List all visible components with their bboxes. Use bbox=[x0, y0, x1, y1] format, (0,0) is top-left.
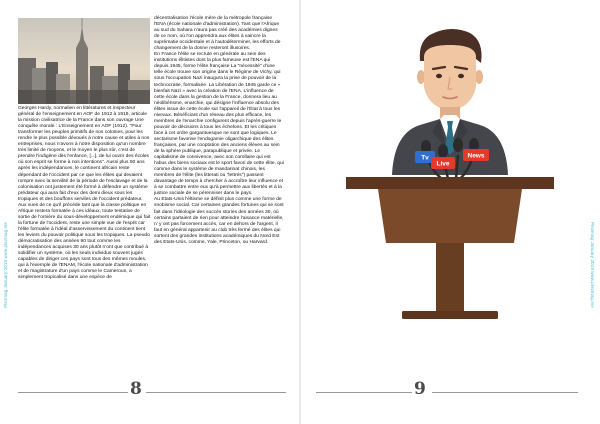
podium-base bbox=[402, 311, 498, 319]
right-article-column bbox=[154, 16, 284, 246]
side-caption-right: Plezmag January 2019 www.plezmag.me bbox=[590, 222, 595, 308]
speaker-at-podium-illustration bbox=[300, 15, 600, 355]
article-paragraph-1: décentralisation l'école mère de la métropole française l'ENA (école nationale d'administration). Tant que l'Afrique au sud du Sahara n'aura pas créé des académies dignes de ce nom, où l'on apprendra aux élites à vaincre la suprématie occidentale et à l'autodéterminer, les efforts de changement de la donne resteront illusoires. bbox=[154, 16, 281, 52]
left-article-text: Georges Hardy, normalien en littératures et inspecteur général de l'enseignement en AOF de 1912 à 1919, articule la mission civilisatrice de la France dans son ouvrage Une conquête morale : L'Enseignement en AOF (1912). "Pour transformer les peuples primitifs de nos colonies, pour les rendre le plus possible dévoués à notre cause et utiles à nos entreprises, nous n'avons à notre disposition qu'un nombre très limité de moyens, et le moyen le plus sûr, c'est de prendre l'indigène dès l'enfance, [...], de lui ouvrir des écoles où son esprit se forme à nos intentions". Aussi plus 50 ans après les indépendances, le continent africain reste dépendant de l'occident par ce que les élites qui devaient rompre avec la servilité de la période de l'esclavage et de la colonisation ont justement été formé à défendre un système prédateur qui aura fait d'eux des demi dieux sous les tropiques et des bouffons serviles de l'occident prédateur. Aux vues de ce qu'il précède tant que la classe politique en Afrique restera formatée à ces idéaux, toute tentative de sortie de l'ornière du sous-développement endémique qui fait la fortune de l'occident, reste une simple vue de l'esprit car l'élite formatée à l'idéal d'asservissement du continent tient les leviers du pouvoir politique sous les tropiques. La pseudo démocratisation des années 90 tout comme les indépendances acquises 30 ans plutôt n'ont que contribué à solidifier un système, où les seuls individus souvent jugés capables de diriger ces pays sont tous des mêmes moules, qui à l'exemple de l'ENAM, l'école nationale d'administration et de magistrature d'un pays comme le Cameroun, a simplement tropicalisé dans une espèce de bbox=[18, 106, 151, 281]
city-skyline-photo bbox=[18, 18, 150, 104]
footer-rule bbox=[316, 392, 412, 393]
mic-label-live: Live bbox=[436, 160, 450, 168]
article-paragraph-3: Au Etats-Unis l'éltisme se définit plus comme une forme de snobisme social. Car certaines grandes fortunes qui se sont fait dans l'idéologie des succès stories des années 30, où certains partaient de rien pour atteindre l'aisance matérielle, n' y ont pas forcement accès, car en dehors de l'argent, il faut en général appartenir au club très fermé des élites qui sortent des grandes institutions académiques du Nord Est des Etats-Unis, comme, Yale, Princeton, ou Harvard. bbox=[154, 197, 284, 245]
article-paragraph-2: En France l'élite se recrute en générale au sein des institutions élitistes dont la plus fameuse est l'ENA qui depuis 1945, forme l'élite française La "nécessité" d'une telle école trouve son origine dans le Régime de Vichy, qui sous l'occupation Nazi inaugura la prise de pouvoir de la technocratie, formalisée. La Libération de 1945 garde ce « bienfait Nazi » avec la création de l'ENA. L'influence de cette école dans la gestion de la France, donnera lieu au néolibérisme, enarchie, qui désigne l'influence absolu des élites issue de cette école sur l'appareil de l'État à tous les niveaux. Bénéficiant d'un réseau des plus efficace, les membres de l'enarchie configurent depuis l'après-guerre le pouvoir de décisions à tous les échelons. Et les critiques face à cet ordre gargantuesque ne sont que logiques. Le sectarisme favorise l'endogamie oligarchique des élites françaises, par une cooptation des anciens élèves au sein de la sphère publique, parapublique et privée. Le capitalisme de connivence, avec son corollaire qui est l'abus des biens sociaux est le sport favori de cette élite, qui comme dans le système de mandarinat chinois, les membres de l'élite (les litterati ou "lettrés") passent davantage de temps à chercher à accroître leur influence et à se combattre entre eux qu'à permettre aux libertés et à la justice sociale de se pérenniser dans le pays. bbox=[154, 52, 284, 197]
footer-rule bbox=[146, 392, 286, 393]
side-caption-left: Plezmag January 2019 www.plezmag.me bbox=[3, 222, 8, 308]
podium-top bbox=[346, 177, 554, 189]
footer-rule bbox=[18, 392, 128, 393]
footer-rule bbox=[432, 392, 578, 393]
mic-label-tv: Tv bbox=[421, 154, 429, 162]
page-number-left: 8 bbox=[130, 379, 142, 399]
podium-body bbox=[378, 189, 522, 243]
page-number-right: 9 bbox=[414, 379, 426, 399]
left-article-column bbox=[18, 106, 151, 281]
mic-label-news: News bbox=[467, 152, 485, 160]
